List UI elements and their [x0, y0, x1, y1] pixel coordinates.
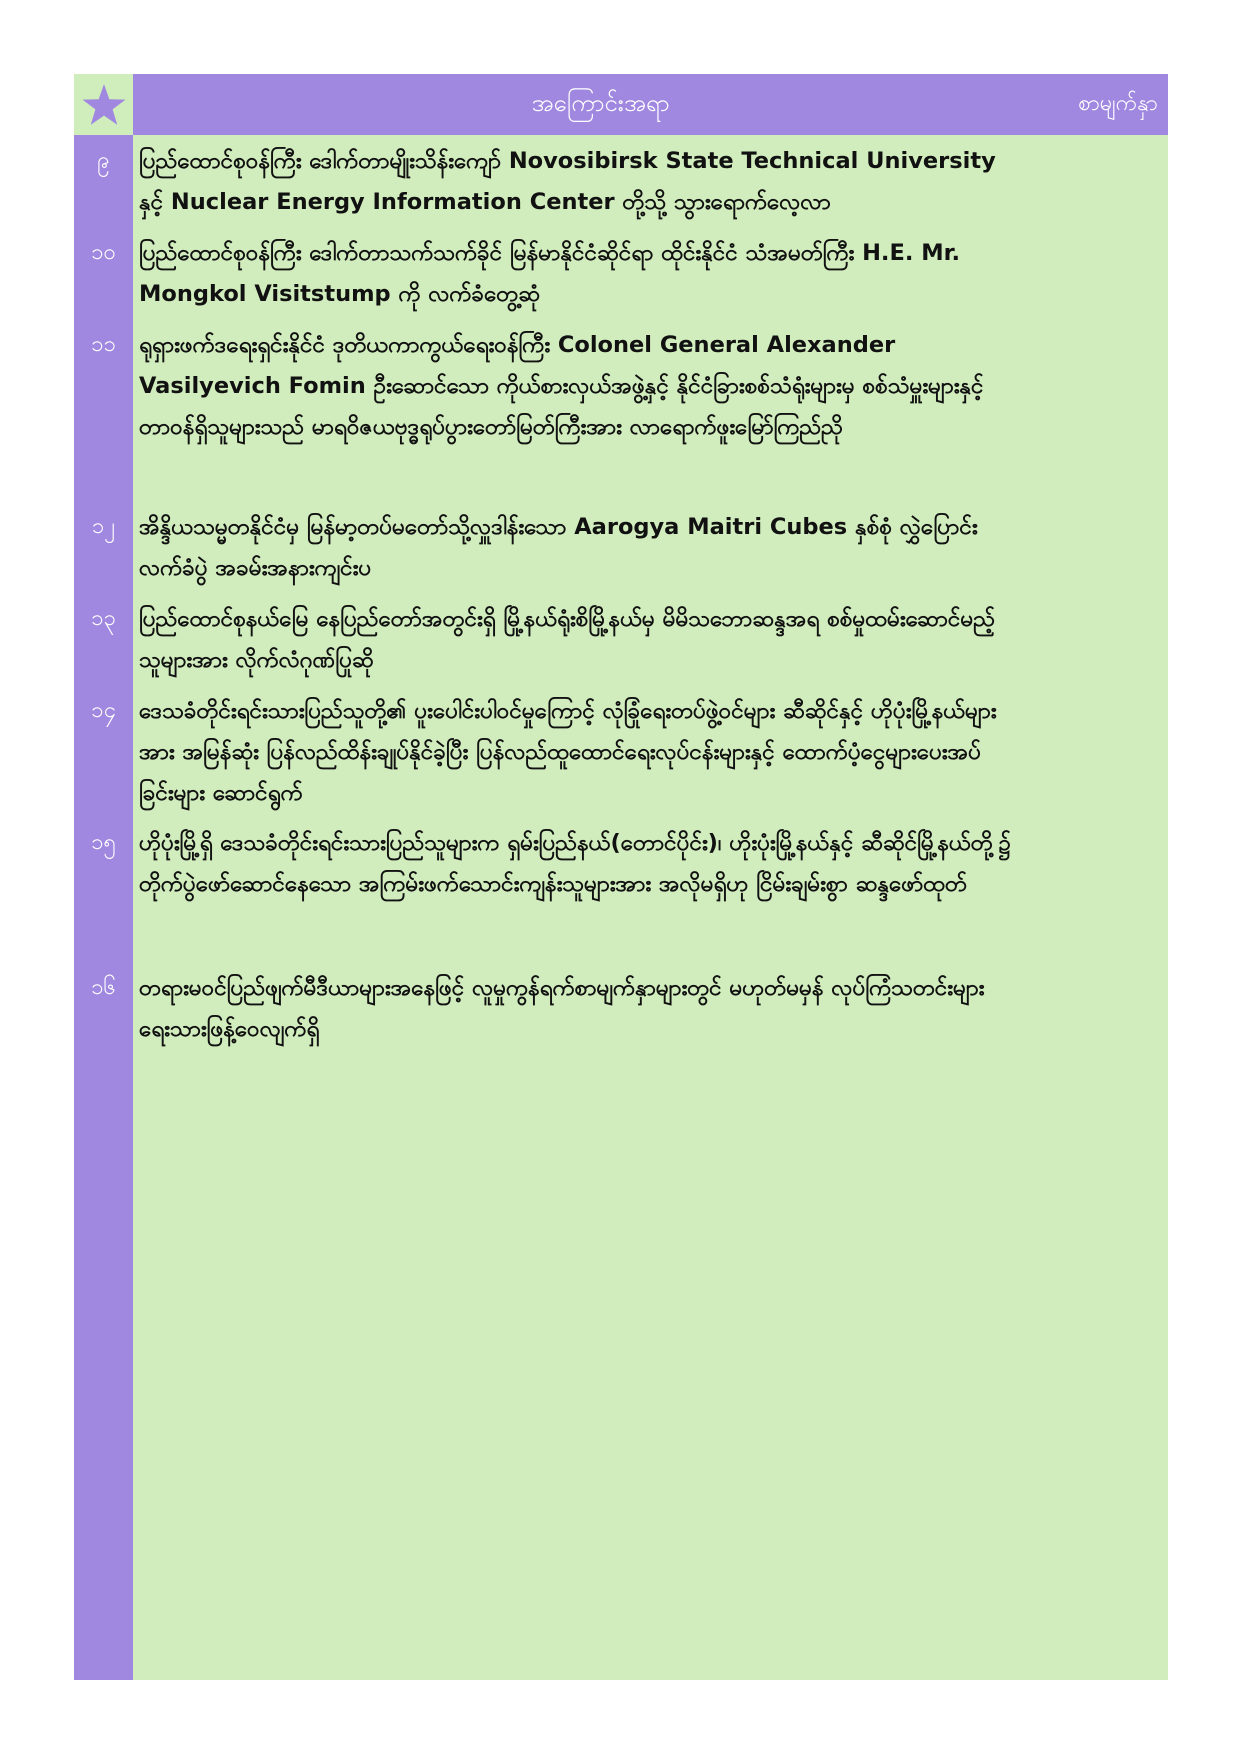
entry-title: အိန္ဒိယသမ္မတနိုင်ငံမှ မြန်မာ့တပ်မတော်သို့လှူဒါန်းသော Aarogya Maitri Cubes နှစ်စုံ လွှဲပြောင်းလက်ခံပွဲ အခမ်းအနားကျင်းပ — [139, 514, 978, 581]
header-title: အကြောင်းအရာ — [531, 88, 670, 117]
entry-number: ၁၃ — [91, 606, 116, 631]
entry-title: ဟိုပုံးမြို့ရှိ ဒေသခံတိုင်းရင်းသားပြည်သူများက ရှမ်းပြည်နယ်(တောင်ပိုင်း)၊ ဟိုးပုံးမြို့နယ်နှင့် ဆီဆိုင်မြို့နယ်တို့၌ တိုက်ပွဲဖော်ဆောင်နေသော အကြမ်းဖက်သောင်းကျန်းသူများအား အလိုမရှိဟု ငြိမ်းချမ်းစွာ ဆန္ဒဖော်ထုတ် — [139, 830, 1011, 897]
entry-number: ၁၆ — [91, 975, 116, 1000]
entry-number: ၁၂ — [91, 514, 116, 539]
list-item — [74, 966, 1168, 1054]
entry-title: ဒေသခံတိုင်းရင်းသားပြည်သူတို့၏ ပူးပေါင်းပါဝင်မှုကြောင့် လုံခြုံရေးတပ်ဖွဲ့ဝင်များ ဆီဆိုင်နှင့် ဟိုပုံးမြို့နယ်များအား အမြန်ဆုံး ပြန်လည်ထိန်းချုပ်နိုင်ခဲ့ပြီး ပြန်လည်ထူထောင်ရေးလုပ်ငန်းများနှင့် ထောက်ပံ့ငွေများပေးအပ်ခြင်းများ ဆောင်ရွက် — [139, 698, 997, 806]
table-of-contents — [74, 74, 1168, 1680]
entry-number: ၁၁ — [91, 332, 116, 357]
header-page-label: စာမျက်နှာ — [1078, 91, 1158, 116]
entry-number: ၁၄ — [91, 698, 116, 723]
entry-title: ပြည်ထောင်စုဝန်ကြီး ဒေါက်တာသက်သက်ခိုင် မြန်မာနိုင်ငံဆိုင်ရာ ထိုင်းနိုင်ငံ သံအမတ်ကြီး H.E. Mr. Mongkol Visitstump ကို လက်ခံတွေ့ဆုံ — [139, 240, 961, 307]
entry-title: တရားမဝင်ပြည်ဖျက်မီဒီယာများအနေဖြင့် လူမှုကွန်ရက်စာမျက်နှာများတွင် မဟုတ်မမှန် လုပ်ကြံသတင်းများ ရေးသားဖြန့်ဝေလျက်ရှိ — [139, 975, 985, 1042]
entry-number: ၉ — [97, 148, 110, 173]
entry-number: ၁၅ — [91, 830, 116, 855]
entry-title: ပြည်ထောင်စုနယ်မြေ နေပြည်တော်အတွင်းရှိ မြို့နယ်ရုံးစိမြို့နယ်မှ မိမိသဘောဆန္ဒအရ စစ်မှုထမ်းဆောင်မည့်သူများအား လိုက်လံဂုဏ်ပြုဆို — [139, 606, 996, 673]
entry-number: ၁၀ — [91, 240, 116, 265]
entry-title: ပြည်ထောင်စုဝန်ကြီး ဒေါက်တာမျိုးသိန်းကျော် Novosibirsk State Technical University နှင့် Nuclear Energy Information Center တို့သို့ သွားရောက်လေ့လာ — [139, 148, 996, 215]
entry-title: ရုရှားဖက်ဒရေးရှင်းနိုင်ငံ ဒုတိယကာကွယ်ရေးဝန်ကြီး Colonel General Alexander Vasilyevich Fomin ဦးဆောင်သော ကိုယ်စားလှယ်အဖွဲ့နှင့် နိုင်ငံခြားစစ်သံရုံးများမှ စစ်သံမှူးများနှင့် တာဝန်ရှိသူများသည် မာရဝိဇယဗုဒ္ဓရုပ်ပွားတော်မြတ်ကြီးအား လာရောက်ဖူးမြော်ကြည်ညို — [139, 332, 984, 440]
